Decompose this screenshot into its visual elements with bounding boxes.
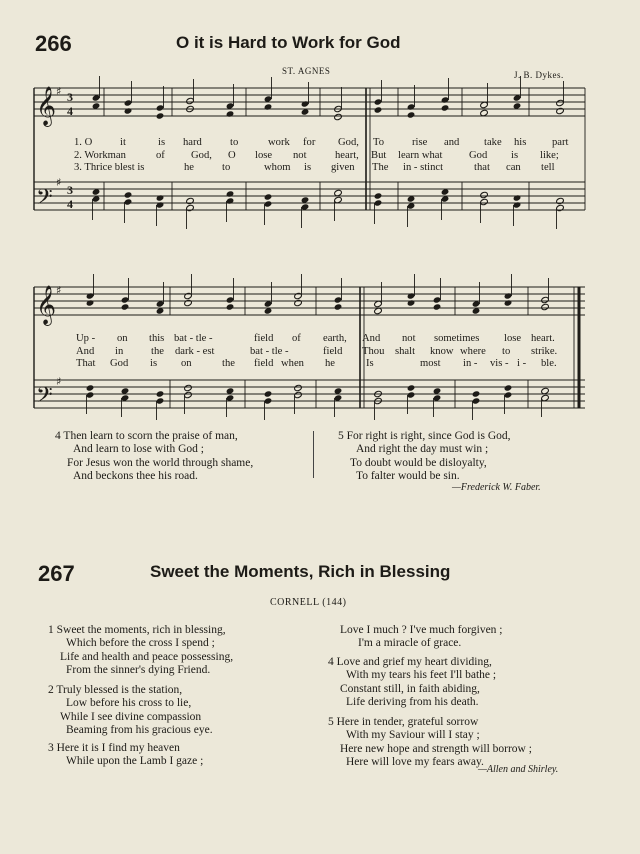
note-head	[124, 107, 133, 114]
note-head	[121, 303, 130, 310]
note-head	[407, 384, 416, 391]
lyric-syllable: field	[254, 358, 274, 369]
hymn266-attribution: —Frederick W. Faber.	[452, 482, 541, 493]
note-head	[226, 190, 235, 197]
note-head	[294, 299, 303, 306]
note-head	[480, 198, 489, 205]
lyric-syllable: heart,	[335, 150, 359, 161]
note-head	[156, 104, 165, 111]
lyric-syllable: the	[151, 346, 164, 357]
lyric-syllable: he	[325, 358, 335, 369]
lyric-syllable: where	[460, 346, 486, 357]
lyric-syllable: O	[228, 150, 236, 161]
note-head	[186, 197, 195, 204]
note-head	[294, 391, 303, 398]
svg-text:4: 4	[67, 104, 73, 118]
note-head	[504, 384, 513, 391]
lyric-syllable: his	[514, 137, 527, 148]
note-head	[407, 111, 416, 118]
note-head	[226, 303, 235, 310]
lyric-syllable: can	[506, 162, 521, 173]
note-head	[407, 292, 416, 299]
note-head	[264, 103, 273, 110]
lyric-syllable: Is	[366, 358, 374, 369]
note-head	[441, 104, 450, 111]
lyric-syllable: to	[502, 346, 511, 357]
note-head	[407, 391, 416, 398]
note-head	[156, 112, 165, 119]
lyric-syllable: God,	[191, 150, 212, 161]
lyric-syllable: it	[120, 137, 126, 148]
lyric-syllable: heart.	[531, 333, 555, 344]
svg-text:𝄢: 𝄢	[36, 185, 53, 215]
hymn-title-267: Sweet the Moments, Rich in Blessing	[150, 562, 451, 581]
note-head	[184, 299, 193, 306]
note-head	[226, 110, 235, 117]
lyric-syllable: To	[373, 137, 385, 148]
lyric-syllable: 3. Thrice blest is	[74, 162, 145, 173]
note-head	[480, 191, 489, 198]
lyric-syllable: ble.	[541, 358, 557, 369]
hymn-title-266: O it is Hard to Work for God	[176, 33, 401, 52]
note-head	[184, 384, 193, 391]
lyric-syllable: 1. O	[74, 137, 93, 148]
note-head	[264, 193, 273, 200]
note-head	[374, 199, 383, 206]
note-head	[86, 292, 95, 299]
note-head	[556, 197, 565, 204]
hymn267-stanza-5: 5 Here in tender, grateful sorrow With my Saviour will I stay ; Here new hope and strength will borrow ; Here will love my fears away.	[328, 716, 532, 769]
stanza-divider	[313, 431, 314, 478]
lyric-syllable: for	[303, 137, 316, 148]
lyric-syllable: sometimes	[434, 333, 480, 344]
lyric-syllable: field	[254, 333, 274, 344]
note-head	[556, 204, 565, 211]
note-head	[156, 201, 165, 208]
lyric-syllable: most	[420, 358, 441, 369]
note-head	[556, 107, 565, 114]
note-head	[186, 204, 195, 211]
lyric-syllable: not	[293, 150, 307, 161]
lyric-syllable: work	[268, 137, 290, 148]
lyric-syllable: vis -	[490, 358, 509, 369]
lyric-syllable: God	[110, 358, 129, 369]
lyric-syllable: not	[402, 333, 416, 344]
svg-text:♯: ♯	[56, 176, 62, 189]
hymn266-verse1-line1	[0, 137, 640, 149]
composer-266: J. B. Dykes.	[514, 70, 564, 80]
hymn266-verse2-line1	[0, 150, 640, 162]
lyric-syllable: is	[304, 162, 312, 173]
lyric-syllable: of	[156, 150, 165, 161]
svg-text:3: 3	[67, 90, 73, 104]
note-head	[407, 103, 416, 110]
note-head	[264, 200, 273, 207]
note-head	[407, 299, 416, 306]
lyric-syllable: on	[117, 333, 128, 344]
lyric-syllable: God,	[338, 137, 359, 148]
lyric-syllable: God	[469, 150, 488, 161]
note-head	[86, 391, 95, 398]
lyric-syllable: field	[323, 346, 343, 357]
lyric-syllable: whom	[264, 162, 291, 173]
lyric-syllable: strike.	[531, 346, 558, 357]
lyric-syllable: when	[281, 358, 304, 369]
lyric-syllable: that	[474, 162, 490, 173]
note-head	[226, 296, 235, 303]
lyric-syllable: to	[222, 162, 231, 173]
lyric-syllable: and	[444, 137, 460, 148]
lyric-syllable: 2. Workman	[74, 150, 126, 161]
lyric-syllable: bat - tle -	[250, 346, 289, 357]
note-head	[121, 296, 130, 303]
lyric-syllable: on	[181, 358, 192, 369]
svg-text:3: 3	[67, 183, 73, 197]
note-head	[433, 303, 442, 310]
note-head	[86, 299, 95, 306]
note-head	[433, 296, 442, 303]
svg-text:𝄞: 𝄞	[36, 86, 57, 126]
lyric-syllable: hard	[183, 137, 202, 148]
lyric-syllable: this	[149, 333, 165, 344]
note-head	[374, 106, 383, 113]
tune-name-266: ST. AGNES	[282, 66, 331, 76]
note-head	[156, 397, 165, 404]
lyric-syllable: Thou	[362, 346, 385, 357]
note-head	[124, 191, 133, 198]
note-head	[156, 194, 165, 201]
lyric-syllable: rise	[412, 137, 428, 148]
svg-text:𝄢: 𝄢	[36, 383, 53, 413]
tune-name-267: CORNELL (144)	[270, 597, 347, 608]
note-head	[184, 391, 193, 398]
hymn266-verse2-line2	[0, 346, 640, 358]
lyric-syllable: is	[150, 358, 158, 369]
svg-text:♯: ♯	[56, 284, 62, 297]
note-head	[504, 292, 513, 299]
note-head	[156, 390, 165, 397]
note-head	[124, 198, 133, 205]
note-head	[374, 98, 383, 105]
lyric-syllable: But	[371, 150, 387, 161]
lyric-syllable: part	[552, 137, 569, 148]
lyric-syllable: lose	[504, 333, 522, 344]
note-head	[264, 397, 273, 404]
lyric-syllable: That	[76, 358, 96, 369]
note-head	[472, 397, 481, 404]
note-head	[186, 97, 195, 104]
note-head	[334, 303, 343, 310]
lyric-syllable: i -	[517, 358, 527, 369]
svg-text:𝄞: 𝄞	[36, 285, 57, 325]
lyric-syllable: in -	[463, 358, 478, 369]
hymn-number-267: 267	[38, 561, 75, 586]
lyric-syllable: shalt	[395, 346, 416, 357]
lyric-syllable: learn what	[398, 150, 443, 161]
lyric-syllable: dark - est	[175, 346, 215, 357]
lyric-syllable: in - stinct	[403, 162, 444, 173]
hymn267-stanza-2: 2 Truly blessed is the station, Low before his cross to lie, While I see divine compassion Beaming from his gracious eye.	[48, 684, 213, 737]
note-head	[504, 299, 513, 306]
lyric-syllable: given	[331, 162, 355, 173]
lyric-syllable: And	[76, 346, 95, 357]
lyric-syllable: And	[362, 333, 381, 344]
lyric-syllable: tell	[541, 162, 555, 173]
svg-text:♯: ♯	[56, 85, 62, 98]
lyric-syllable: bat - tle -	[174, 333, 213, 344]
hymn267-stanza-3: 3 Here it is I find my heaven While upon the Lamb I gaze ;	[48, 742, 204, 768]
note-head	[556, 99, 565, 106]
note-head	[124, 99, 133, 106]
lyric-syllable: like;	[540, 150, 559, 161]
note-head	[264, 390, 273, 397]
note-head	[301, 100, 310, 107]
note-head	[504, 391, 513, 398]
lyric-syllable: he	[184, 162, 194, 173]
note-head	[374, 192, 383, 199]
lyric-syllable: of	[292, 333, 301, 344]
hymn266-stanza-4: 4 Then learn to scorn the praise of man, And learn to lose with God ; For Jesus won the world through shame, And beckons thee his road.	[55, 430, 254, 483]
hymn-number-266: 266	[35, 31, 72, 56]
hymn266-stanza-5: 5 For right is right, since God is God, And right the day must win ; To doubt would be disloyalty, To falter would be sin.	[338, 430, 511, 483]
hymn267-stanza-1: 1 Sweet the moments, rich in blessing, Which before the cross I spend ; Life and health and peace possessing, From the sinner's dying Friend.	[48, 624, 234, 677]
hymn266-verse3-line1	[0, 162, 640, 174]
hymn267-stanza-3-continued: Love I much ? I've much forgiven ; I'm a miracle of grace.	[340, 624, 503, 650]
svg-text:4: 4	[67, 197, 73, 211]
lyric-syllable: is	[511, 150, 519, 161]
hymn266-verse3-line2	[0, 358, 640, 370]
lyric-syllable: take	[484, 137, 502, 148]
note-head	[513, 201, 522, 208]
note-head	[513, 194, 522, 201]
lyric-syllable: in	[115, 346, 124, 357]
lyric-syllable: Up -	[76, 333, 96, 344]
lyric-syllable: lose	[255, 150, 273, 161]
hymn267-stanza-4: 4 Love and grief my heart dividing, With my tears his feet I'll bathe ; Constant still, in faith abiding, Life deriving from his death.	[328, 656, 497, 709]
hymn267-attribution: —Allen and Shirley.	[478, 764, 559, 775]
note-head	[472, 390, 481, 397]
note-head	[334, 113, 343, 120]
svg-text:♯: ♯	[56, 375, 62, 388]
lyric-syllable: is	[158, 137, 166, 148]
lyric-syllable: The	[372, 162, 389, 173]
note-head	[184, 292, 193, 299]
note-head	[294, 384, 303, 391]
note-head	[226, 197, 235, 204]
note-head	[294, 292, 303, 299]
lyric-syllable: to	[230, 137, 239, 148]
lyric-syllable: the	[222, 358, 235, 369]
hymn266-verse1-line2	[0, 333, 640, 345]
lyric-syllable: know	[430, 346, 454, 357]
note-head	[541, 296, 550, 303]
note-head	[441, 96, 450, 103]
note-head	[86, 384, 95, 391]
lyric-syllable: earth,	[323, 333, 347, 344]
note-head	[541, 303, 550, 310]
note-head	[334, 296, 343, 303]
